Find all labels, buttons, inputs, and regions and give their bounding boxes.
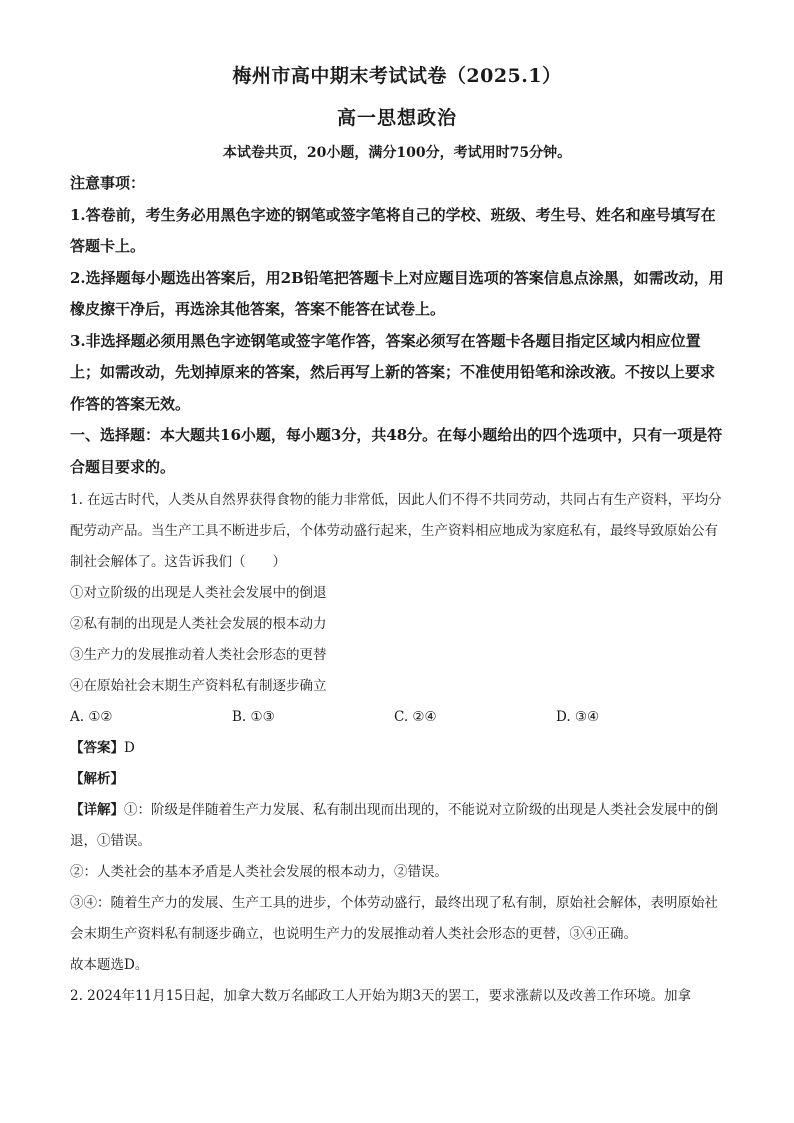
- question-1-statement: ④在原始社会末期生产资料私有制逐步确立: [70, 678, 327, 694]
- detail-paragraph-2: ②：人类社会的基本矛盾是人类社会发展的根本动力，②错误。: [70, 864, 448, 880]
- answer-value: D: [124, 740, 135, 756]
- detail-paragraph-1: [70, 795, 724, 857]
- option-c: C. ②④: [394, 709, 437, 725]
- option-d: D. ③④: [556, 709, 600, 725]
- section-heading: 一、选择题：本大题共16小题，每小题3分，共48分。在每小题给出的四个选项中，只有一项是符合题目要求的。: [70, 426, 723, 476]
- analysis-line: [70, 764, 724, 795]
- detail-conclusion: 故本题选D。: [70, 957, 149, 973]
- exam-subject: 高一思想政治: [336, 107, 457, 129]
- question-1-options: [70, 702, 724, 733]
- detail-paragraph-3: ③④：随着生产力的发展、生产工具的进步，个体劳动盛行，最终出现了私有制，原始社会解体，表明原始社会末期生产资料私有制逐步确立，也说明生产力的发展推动着人类社会形态的更替，③④正确。: [70, 895, 718, 942]
- notice-item-1: 1.答卷前，考生务必用黑色字迹的钢笔或签字笔将自己的学校、班级、考生号、姓名和座号填写在答题卡上。: [70, 205, 716, 255]
- analysis-tag: 【解析】: [70, 771, 124, 787]
- detail-text: ①：阶级是伴随着生产力发展、私有制出现而出现的，不能说对立阶级的出现是人类社会发展中的倒退，①错误。: [70, 802, 718, 849]
- notice-heading: 注意事项：: [70, 174, 146, 192]
- exam-title: 梅州市高中期末考试试卷（2025.1）: [232, 65, 562, 87]
- exam-intro: 本试卷共页，20小题，满分100分，考试用时75分钟。: [222, 145, 572, 161]
- notice-item-3: 3.非选择题必须用黑色字迹钢笔或签字笔作答，答案必须写在答题卡各题目指定区域内相应位置上；如需改动，先划掉原来的答案，然后再写上新的答案；不准使用铅笔和涂改液。不按以上要求作答的答案无效。: [70, 331, 716, 413]
- exam-page: [70, 62, 724, 1012]
- question-1-stem: 1. 在远古时代，人类从自然界获得食物的能力非常低，因此人们不得不共同劳动，共同占有生产资料，平均分配劳动产品。当生产工具不断进步后，个体劳动盛行起来，生产资料相应地成为家庭私有，最终导致原始公有制社会解体了。这告诉我们（ ）: [70, 492, 722, 570]
- notice-item-2: 2.选择题每小题选出答案后，用2B铅笔把答题卡上对应题目选项的答案信息点涂黑，如需改动，用橡皮擦干净后，再选涂其他答案，答案不能答在试卷上。: [70, 268, 724, 318]
- question-1-statement: ②私有制的出现是人类社会发展的根本动力: [70, 616, 327, 632]
- answer-tag: 【答案】: [70, 740, 124, 756]
- question-2-stem: 2. 2024年11月15日起，加拿大数万名邮政工人开始为期3天的罢工，要求涨薪以及改善工作环境。加拿: [70, 988, 691, 1004]
- option-b: B. ①③: [232, 709, 275, 725]
- question-1-statement: ③生产力的发展推动着人类社会形态的更替: [70, 647, 327, 663]
- answer-line: [70, 733, 724, 764]
- option-a: A. ①②: [70, 709, 113, 725]
- detail-tag: 【详解】: [70, 802, 124, 818]
- question-1-statement: ①对立阶级的出现是人类社会发展中的倒退: [70, 585, 327, 601]
